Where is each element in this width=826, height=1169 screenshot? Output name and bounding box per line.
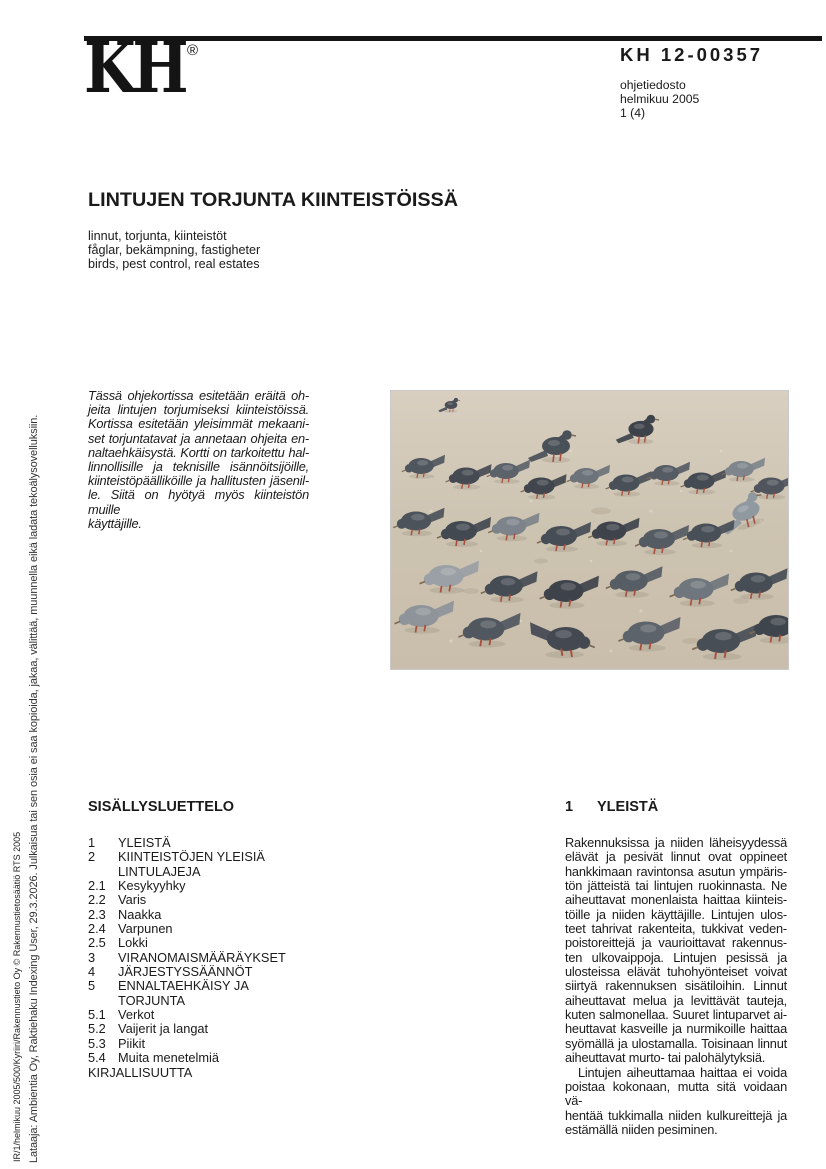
intro-paragraph — [88, 389, 309, 531]
toc-item-label: YLEISTÄ — [118, 835, 171, 850]
toc-item — [88, 1051, 348, 1065]
intro-line: Kortissa esitetään yleisimmät mekaani- — [88, 416, 309, 432]
intro-line: Tässä ohjekortissa esitetään eräitä oh- — [88, 388, 309, 403]
doc-type-label: ohjetiedosto — [620, 78, 686, 92]
toc-item — [88, 850, 348, 879]
toc-item-label: Lokki — [118, 935, 148, 951]
body-line: hentää tukkimalla niiden kulkureittejä ja — [565, 1107, 787, 1123]
toc-item — [88, 936, 348, 950]
kh-logo: KH — [84, 26, 186, 109]
toc-item-label: ENNALTAEHKÄISY JA TORJUNTA — [118, 978, 249, 1008]
toc-heading: SISÄLLYSLUETTELO — [88, 799, 235, 815]
body-line: ulosteissa elävät tuhohyönteiset voivat — [565, 964, 787, 980]
page-title: LINTUJEN TORJUNTA KIINTEISTÖISSÄ — [88, 189, 459, 211]
body-paragraph-1 — [565, 836, 787, 1066]
toc-item-label: Naakka — [118, 906, 162, 922]
toc-item-number: 2 — [88, 849, 96, 865]
body-line: aiheuttavat murto- tai palohälytyksiä. — [565, 1050, 766, 1066]
doc-date-label: helmikuu 2005 — [620, 92, 700, 107]
body-line: Rakennuksissa ja niiden läheisyydessä — [565, 835, 787, 850]
toc-item — [88, 908, 348, 922]
toc-item — [88, 922, 348, 936]
keywords-list — [88, 229, 260, 272]
body-line: siirtyä rakennuksen sisätiloihin. Linnut — [565, 978, 787, 994]
section-title: YLEISTÄ — [597, 799, 659, 815]
toc — [88, 836, 348, 1080]
pigeons-photo-art — [391, 391, 788, 669]
section-heading — [565, 799, 658, 815]
pigeons-photo — [390, 390, 789, 670]
document-meta — [620, 78, 699, 121]
toc-item-number: 1 — [88, 835, 96, 850]
toc-item-number: 2.3 — [88, 906, 106, 922]
toc-item-number: 5 — [88, 978, 96, 994]
toc-item — [88, 1022, 348, 1036]
toc-list — [88, 836, 348, 1066]
toc-item-number: 2.1 — [88, 878, 106, 894]
toc-item-number: 5.4 — [88, 1050, 106, 1066]
body-line: aiheuttavat monenlaista haittaa kiinteis- — [565, 892, 787, 908]
body-line: aiheuttavat melua ja levittävät tauteja, — [565, 992, 787, 1008]
toc-item — [88, 893, 348, 907]
section-number: 1 — [565, 799, 574, 815]
toc-item-kirjallisuutta: KIRJALLISUUTTA — [88, 1064, 193, 1080]
intro-line: käyttäjille. — [88, 515, 142, 531]
intro-line: jeita lintujen torjumiseksi kiinteistöissä. — [88, 402, 309, 418]
intro-line: linnollisille ja teknisille isännöitsijöille, — [88, 459, 309, 475]
header-rule — [84, 36, 822, 41]
body-line: kuten salmonellaa. Suuret lintuparvet ai- — [565, 1007, 787, 1023]
toc-item-label: Muita menetelmiä — [118, 1050, 219, 1066]
toc-item-number: 2.4 — [88, 921, 106, 937]
body-paragraph-2 — [565, 1066, 787, 1138]
body-line: tön jätteistä tai lintujen ruokinnasta. Ne — [565, 878, 787, 894]
toc-item-number: 2.5 — [88, 935, 106, 951]
body-line: estämällä niiden pesiminen. — [565, 1121, 718, 1137]
registered-trademark-icon: ® — [187, 42, 199, 59]
intro-line: kiinteistöpäälliköille ja hallitusten jäsenil- — [88, 473, 309, 489]
toc-item-number: 2.2 — [88, 892, 106, 908]
toc-item-number: 3 — [88, 949, 96, 965]
print-edition-note: IR/1/helmikuu 2005/500/Kyriiri/Rakennustieto Oy © Rakennustietosäätiö RTS 2005 — [12, 831, 22, 1162]
toc-item-number: 4 — [88, 964, 96, 980]
toc-item-label: Piikit — [118, 1035, 146, 1051]
download-copyright-note: Lataaja: Ambientia Oy, Raktiehaku Indexing User, 29.3.2026. Julkaisua tai sen osia ei saa kopioida, jakaa, välittää, muunnella eikä ladata tekoälysovelluksiin. — [28, 414, 40, 1163]
toc-item — [88, 1008, 348, 1022]
toc-item-label: VIRANOMAISMÄÄRÄYKSET — [118, 949, 286, 965]
toc-item-label: KIINTEISTÖJEN YLEISIÄ LINTULAJEJA — [118, 849, 265, 879]
toc-item — [88, 951, 348, 965]
toc-item-label: Varis — [118, 892, 147, 908]
keyword-line: birds, pest control, real estates — [88, 257, 260, 272]
toc-item-label: Kesykyyhky — [118, 878, 186, 894]
body-line: töille ja niiden käyttäjille. Lintujen ulos- — [565, 906, 787, 922]
keyword-line: fåglar, bekämpning, fastigheter — [88, 243, 261, 258]
section-body — [565, 836, 787, 1137]
page-count-label: 1 (4) — [620, 106, 646, 121]
toc-item-number: 5.2 — [88, 1021, 106, 1037]
document-number: KH 12-00357 — [620, 44, 764, 65]
toc-item-number: 5.1 — [88, 1007, 106, 1023]
body-line: poistoreittejä ja vaurioittavat rakennus- — [565, 935, 787, 951]
body-line: ten ulkovaippoja. Lintujen pesissä ja — [565, 949, 787, 965]
toc-item-label: Verkot — [118, 1007, 155, 1023]
toc-item-label: JÄRJESTYSSÄÄNNÖT — [118, 964, 253, 980]
toc-item-label: Vaijerit ja langat — [118, 1021, 209, 1037]
body-line: poistaa kokonaan, mutta sitä voidaan vä- — [565, 1078, 787, 1109]
body-line: Lintujen aiheuttamaa haittaa ei voida — [578, 1064, 787, 1080]
body-line: hankkimaan ravintonsa asutun ympäris- — [565, 863, 787, 879]
keyword-line: linnut, torjunta, kiinteistöt — [88, 229, 227, 243]
toc-item — [88, 979, 348, 1008]
body-line: elävät ja pesivät linnut ovat oppineet — [565, 849, 787, 865]
toc-item-label: Varpunen — [118, 921, 173, 937]
toc-item — [88, 1037, 348, 1051]
intro-line: le. Siitä on hyötyä myös kiinteistön muille — [88, 487, 309, 517]
toc-item-number: 5.3 — [88, 1035, 106, 1051]
toc-item — [88, 879, 348, 893]
intro-line: naltaehkäisystä. Kortti on tarkoitettu hal- — [88, 444, 309, 460]
toc-item — [88, 965, 348, 979]
body-line: syömällä ja ulostamalla. Toisinaan linnut — [565, 1035, 787, 1051]
intro-line: set torjuntatavat ja annetaan ohjeita en- — [88, 430, 309, 446]
body-line: teet tahrivat rakenteita, tukkivat veden- — [565, 921, 787, 937]
toc-item — [88, 836, 348, 850]
body-line: heuttavat kasveille ja nurmikoille haittaa — [565, 1021, 787, 1037]
